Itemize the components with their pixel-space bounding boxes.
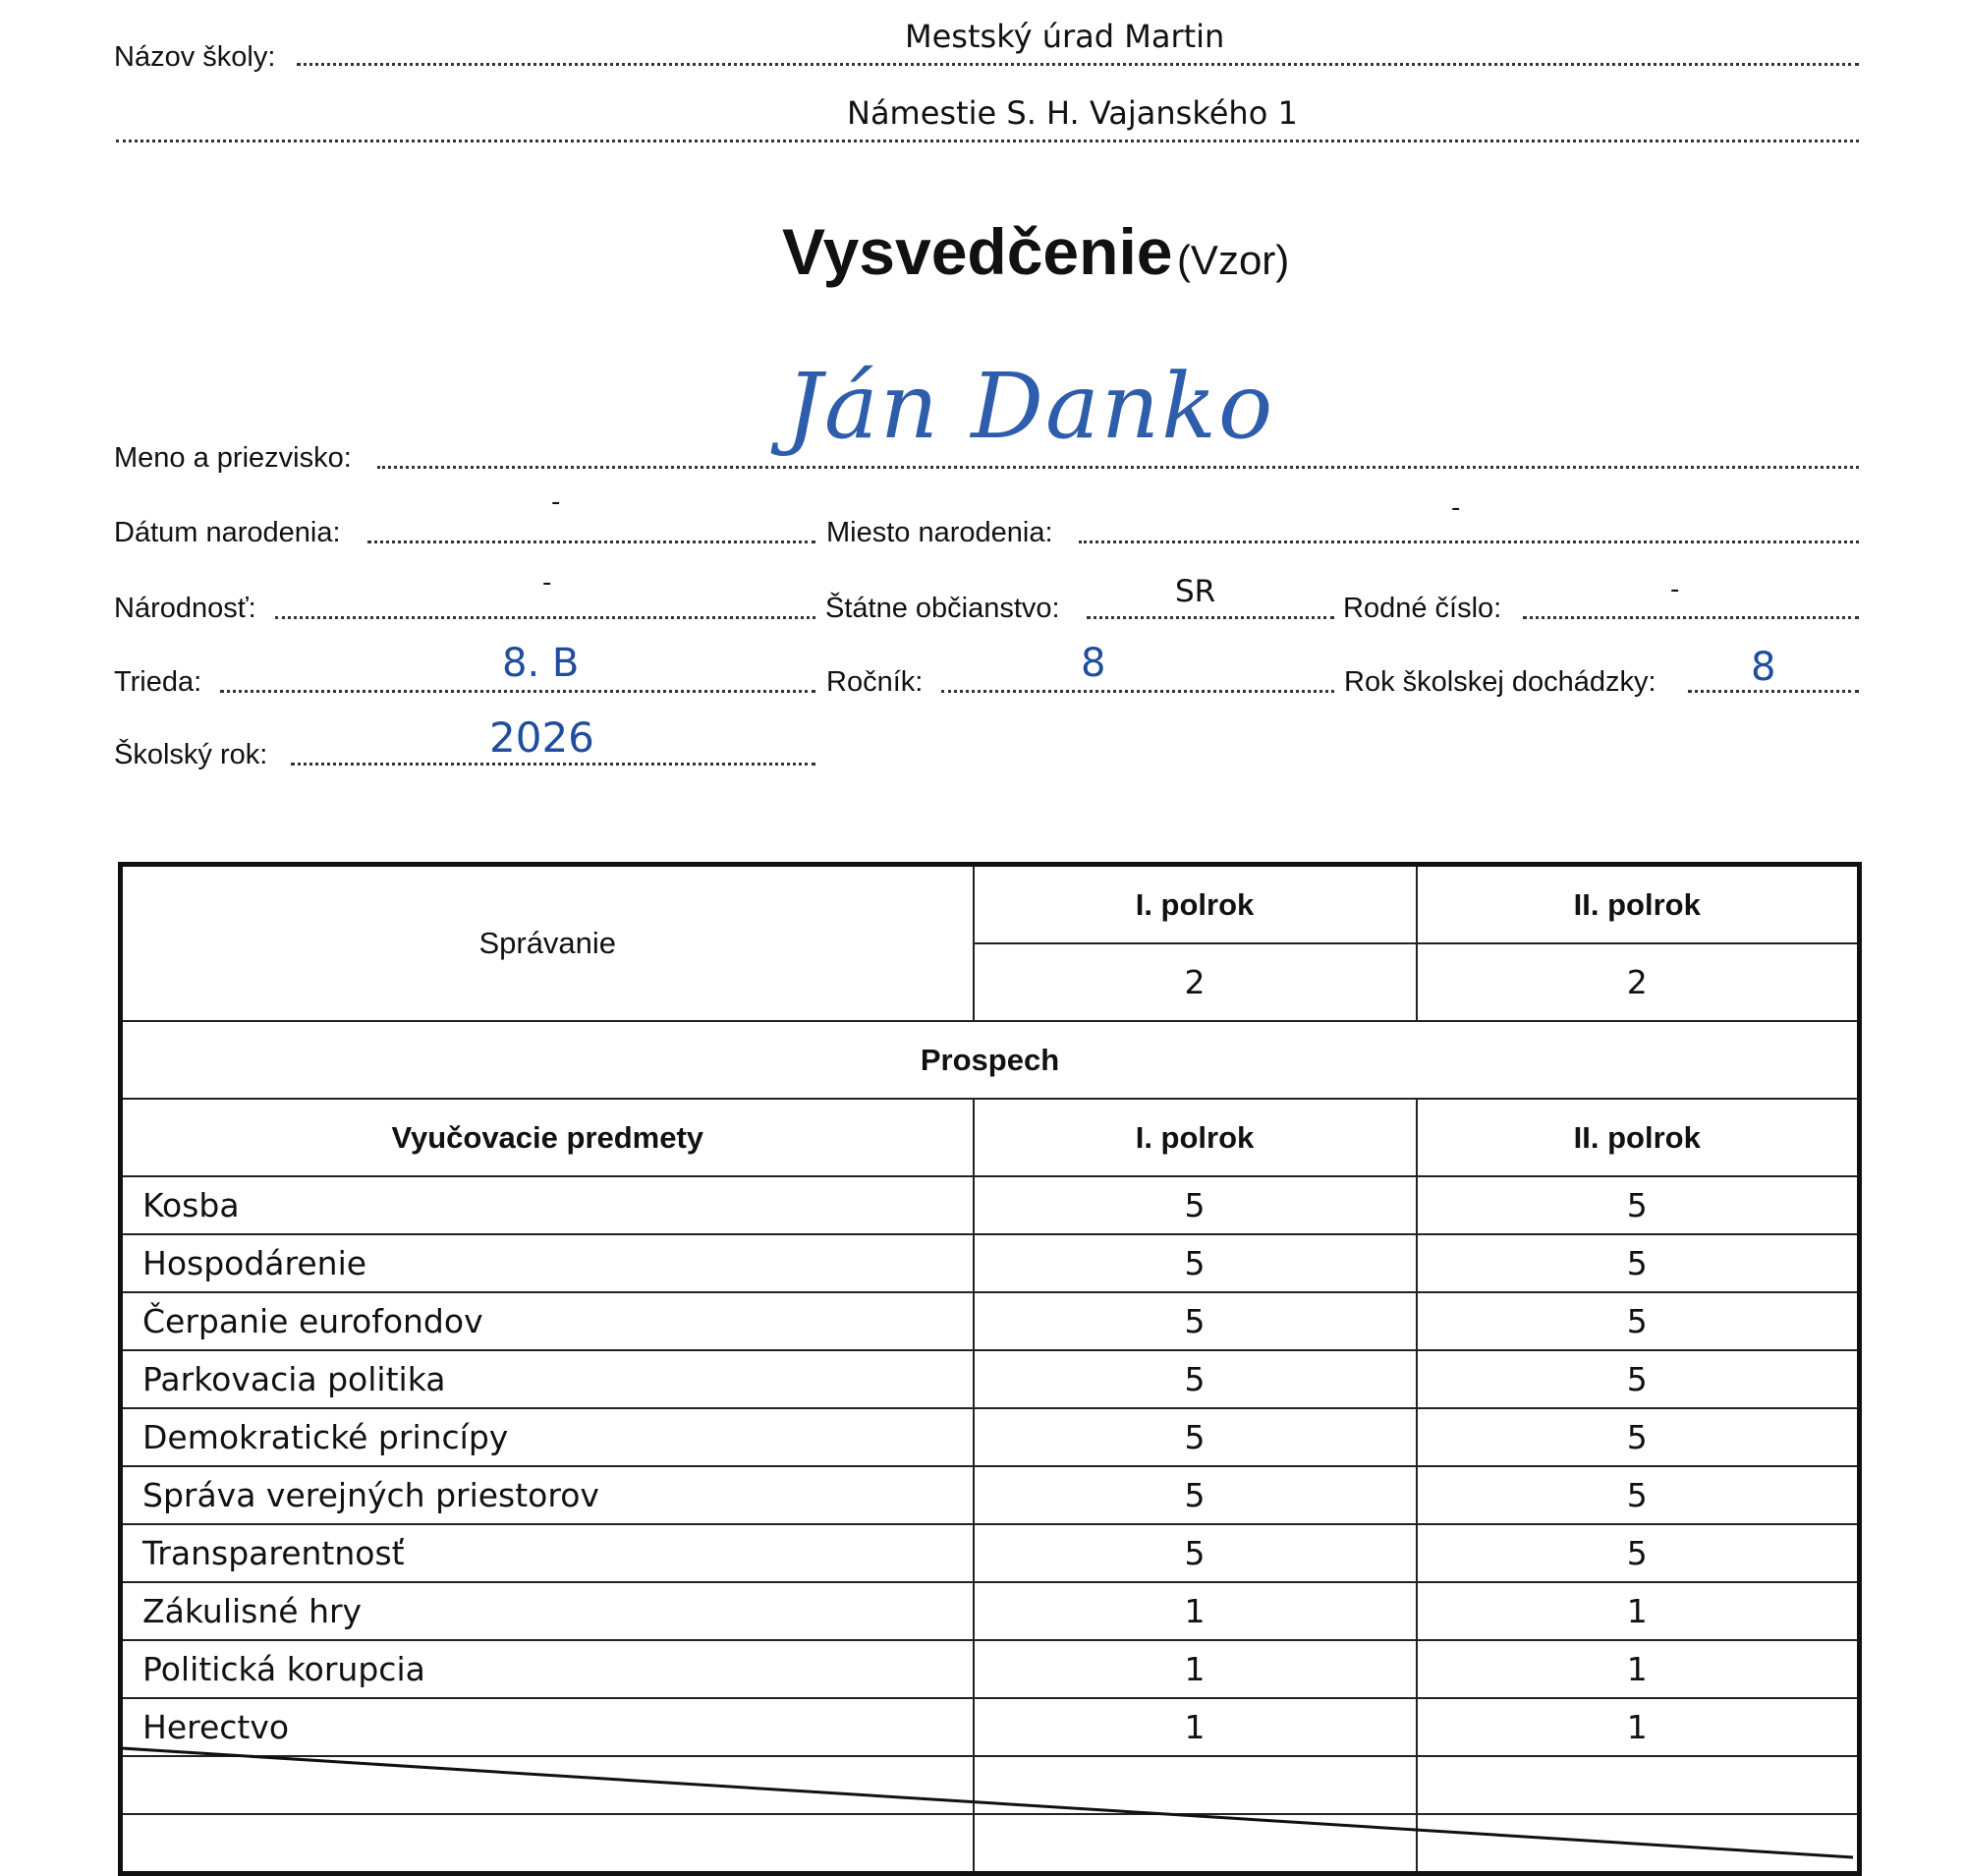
subject-name: Čerpanie eurofondov — [121, 1292, 974, 1350]
subject-term1-grade: 5 — [974, 1234, 1417, 1292]
subject-term2-grade: 1 — [1417, 1582, 1860, 1640]
empty-row — [121, 1756, 1860, 1814]
grade-line — [941, 690, 1334, 693]
subject-term1-grade: 5 — [974, 1176, 1417, 1234]
attendance-year-value: 8 — [1751, 645, 1776, 690]
progress-label: Prospech — [121, 1021, 1860, 1099]
student-name-signature: Ján Danko — [786, 354, 1275, 459]
table-row — [121, 1698, 1860, 1756]
subject-term1-grade: 5 — [974, 1292, 1417, 1350]
subject-term2-grade: 5 — [1417, 1466, 1860, 1524]
subject-name: Parkovacia politika — [121, 1350, 974, 1408]
school-name-line — [297, 63, 1859, 66]
birth-date-label: Dátum narodenia: — [114, 517, 341, 548]
school-year-label: Školský rok: — [114, 739, 268, 770]
subject-term1-grade: 5 — [974, 1408, 1417, 1466]
subject-term2-grade: 1 — [1417, 1698, 1860, 1756]
table-row — [121, 1350, 1860, 1408]
subject-name: Herectvo — [121, 1698, 974, 1756]
school-year-line — [291, 763, 815, 766]
name-label: Meno a priezvisko: — [114, 442, 352, 474]
empty-cell — [974, 1756, 1417, 1814]
empty-cell — [121, 1814, 974, 1874]
behavior-label: Správanie — [121, 865, 974, 1022]
class-value: 8. B — [502, 641, 580, 686]
subject-term2-grade: 5 — [1417, 1350, 1860, 1408]
subjects-term1-header: I. polrok — [974, 1099, 1417, 1176]
birth-place-line — [1079, 540, 1859, 543]
document-title — [782, 214, 1289, 289]
subject-name: Hospodárenie — [121, 1234, 974, 1292]
subject-term1-grade: 1 — [974, 1640, 1417, 1698]
grades-table — [118, 862, 1857, 1864]
behavior-term1-grade: 2 — [974, 943, 1417, 1021]
empty-cell — [1417, 1756, 1860, 1814]
birth-date-line — [367, 540, 815, 543]
subject-name: Kosba — [121, 1176, 974, 1234]
school-name: Mestský úrad Martin — [905, 18, 1225, 55]
subject-name: Zákulisné hry — [121, 1582, 974, 1640]
table-row — [121, 1582, 1860, 1640]
table-row — [121, 1176, 1860, 1234]
table-row — [121, 1292, 1860, 1350]
attendance-year-line — [1688, 690, 1859, 693]
school-year-value: 2026 — [489, 713, 594, 762]
birth-place-label: Miesto narodenia: — [826, 517, 1053, 548]
birth-place-value: - — [1451, 493, 1461, 523]
subject-term2-grade: 5 — [1417, 1234, 1860, 1292]
subject-name: Politická korupcia — [121, 1640, 974, 1698]
subject-term2-grade: 5 — [1417, 1176, 1860, 1234]
name-line — [377, 466, 1859, 469]
subject-term1-grade: 5 — [974, 1350, 1417, 1408]
subject-term2-grade: 5 — [1417, 1524, 1860, 1582]
empty-cell — [1417, 1814, 1860, 1874]
class-line — [220, 690, 815, 693]
empty-cell — [974, 1814, 1417, 1874]
subject-term1-grade: 5 — [974, 1524, 1417, 1582]
subject-term2-grade: 5 — [1417, 1292, 1860, 1350]
nationality-line — [275, 616, 815, 619]
subject-name: Demokratické princípy — [121, 1408, 974, 1466]
table-row — [121, 1234, 1860, 1292]
subject-term2-grade: 1 — [1417, 1640, 1860, 1698]
subjects-term2-header: II. polrok — [1417, 1099, 1860, 1176]
birth-number-value: - — [1670, 575, 1680, 604]
subject-term1-grade: 5 — [974, 1466, 1417, 1524]
title-main: Vysvedčenie — [782, 215, 1173, 288]
table-row — [121, 1524, 1860, 1582]
subject-term1-grade: 1 — [974, 1698, 1417, 1756]
birth-date-value: - — [551, 487, 561, 517]
citizenship-label: Štátne občianstvo: — [825, 593, 1060, 624]
table-row — [121, 1408, 1860, 1466]
empty-row — [121, 1814, 1860, 1874]
title-sub: (Vzor) — [1176, 237, 1290, 283]
table-row — [121, 1466, 1860, 1524]
table-row — [121, 1640, 1860, 1698]
subject-term2-grade: 5 — [1417, 1408, 1860, 1466]
subject-term1-grade: 1 — [974, 1582, 1417, 1640]
citizenship-value: SR — [1175, 574, 1216, 609]
citizenship-line — [1087, 616, 1334, 619]
birth-number-line — [1523, 616, 1859, 619]
class-label: Trieda: — [114, 666, 202, 698]
school-label: Názov školy: — [114, 41, 276, 73]
nationality-label: Národnosť: — [114, 593, 256, 624]
empty-cell — [121, 1756, 974, 1814]
school-address: Námestie S. H. Vajanského 1 — [847, 94, 1298, 132]
grade-value: 8 — [1081, 641, 1106, 686]
behavior-term1-header: I. polrok — [974, 865, 1417, 944]
attendance-year-label: Rok školskej dochádzky: — [1344, 666, 1656, 698]
subject-name: Transparentnosť — [121, 1524, 974, 1582]
subjects-header: Vyučovacie predmety — [121, 1099, 974, 1176]
behavior-term2-header: II. polrok — [1417, 865, 1860, 944]
nationality-value: - — [542, 568, 552, 597]
behavior-term2-grade: 2 — [1417, 943, 1860, 1021]
subject-name: Správa verejných priestorov — [121, 1466, 974, 1524]
grade-label: Ročník: — [826, 666, 924, 698]
birth-number-label: Rodné číslo: — [1343, 593, 1502, 624]
school-address-line — [116, 140, 1859, 142]
